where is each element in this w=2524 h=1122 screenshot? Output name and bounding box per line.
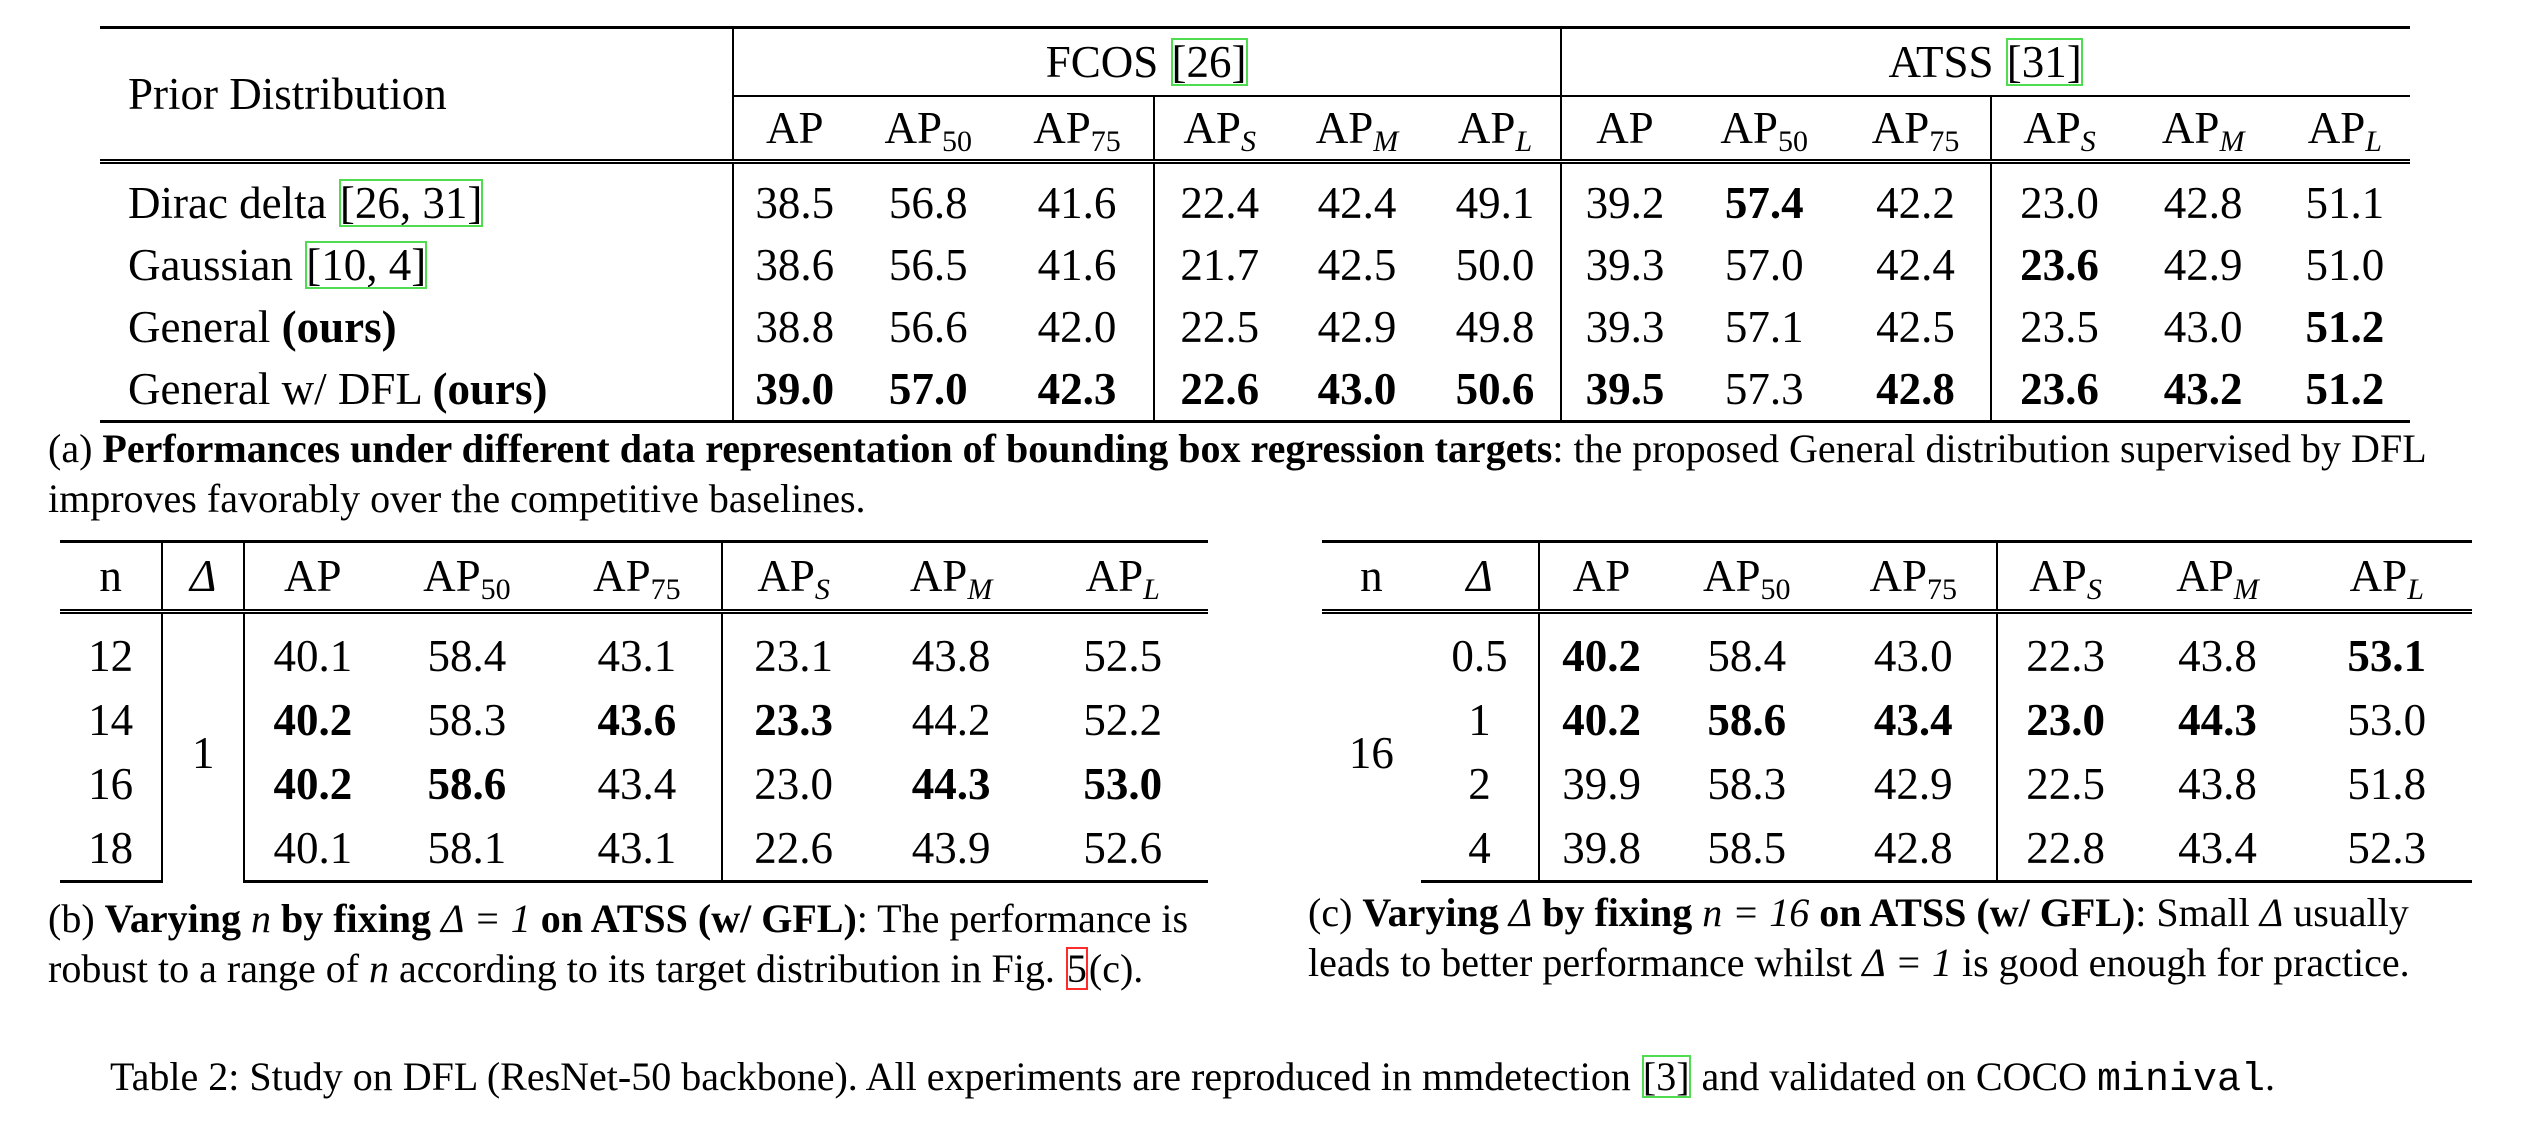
- value-cell: 52.6: [1037, 816, 1208, 882]
- value-cell: 43.6: [553, 688, 721, 752]
- value-cell: 42.4: [1841, 234, 1992, 296]
- value-cell: 58.1: [381, 816, 554, 882]
- delta-value: 1: [162, 612, 244, 882]
- value-cell: 51.1: [2305, 178, 2385, 228]
- metric-ap: AP: [765, 103, 824, 153]
- value-cell: 58.5: [1663, 816, 1831, 882]
- metric-ap75: $AP_{75}$: [1831, 542, 1997, 612]
- value-cell: 38.5: [755, 178, 835, 228]
- value-cell: 44.3: [2178, 695, 2257, 745]
- value-cell: 23.0: [2020, 178, 2099, 228]
- value-cell: 23.1: [754, 631, 833, 681]
- citation-link[interactable]: [3]: [1642, 1054, 1690, 1099]
- metric-aps: $AP_S$: [1183, 103, 1256, 158]
- value-cell: 42.5: [1841, 296, 1992, 358]
- value-cell: 42.4: [1317, 178, 1397, 228]
- metric-apl: $AP_L$: [1430, 96, 1562, 162]
- n-value: 18: [60, 816, 162, 882]
- col-delta: Δ: [1421, 542, 1540, 612]
- row-label: General w/ DFL (ours): [100, 358, 733, 422]
- col-n: n: [1322, 542, 1421, 612]
- value-cell: 21.7: [1180, 240, 1260, 290]
- value-cell: 43.8: [2178, 631, 2257, 681]
- n-value: 16: [60, 752, 162, 816]
- value-cell: 53.0: [1083, 759, 1163, 809]
- value-cell: 40.2: [273, 759, 353, 809]
- value-cell: 39.8: [1539, 816, 1662, 882]
- value-cell: 22.8: [1997, 816, 2134, 882]
- value-cell: 42.9: [1317, 302, 1397, 352]
- table-caption: Table 2: Study on DFL (ResNet-50 backbone). All experiments are reproduced in mmdetection [3] and validated on COCO minival.: [110, 1054, 2276, 1103]
- value-cell: 42.8: [1841, 358, 1992, 422]
- table-row: [1322, 816, 2472, 882]
- value-cell: 40.2: [1562, 631, 1641, 681]
- metric-ap50: $AP_{50}$: [884, 103, 972, 158]
- atss-header: ATSS [31]: [1561, 28, 2410, 97]
- value-cell: 40.2: [273, 695, 353, 745]
- value-cell: 58.6: [427, 759, 507, 809]
- value-cell: 23.5: [2020, 302, 2099, 352]
- value-cell: 42.8: [2163, 178, 2243, 228]
- table-c-header-row: [1322, 542, 2472, 612]
- metric-apm: $AP_M$: [865, 542, 1038, 612]
- value-cell: 58.6: [1707, 695, 1787, 745]
- row-label: Gaussian [10, 4]: [100, 234, 733, 296]
- delta-value: 4: [1421, 816, 1540, 882]
- value-cell: 56.5: [888, 240, 968, 290]
- metric-aps: $AP_S$: [722, 542, 865, 612]
- caption-b: (b) Varying n by fixing Δ = 1 on ATSS (w/ GFL): The performance is robust to a range of n according to its target distribution in Fig. 5(c).: [48, 896, 1189, 991]
- table-b-header-row: [60, 542, 1208, 612]
- value-cell: 52.5: [1083, 631, 1163, 681]
- value-cell: 56.8: [888, 178, 968, 228]
- value-cell: 23.3: [754, 695, 833, 745]
- n-value: 14: [60, 688, 162, 752]
- value-cell: 51.8: [2347, 759, 2427, 809]
- metric-ap75: $AP_{75}$: [1001, 96, 1154, 162]
- value-cell: 41.6: [1001, 234, 1154, 296]
- value-cell: 57.0: [855, 358, 1000, 422]
- metric-ap: AP: [1539, 542, 1662, 612]
- value-cell: 42.9: [1831, 752, 1997, 816]
- value-cell: 51.2: [2305, 302, 2385, 352]
- metric-apm: $AP_M$: [1315, 103, 1399, 158]
- value-cell: 22.5: [2026, 759, 2105, 809]
- metric-apm: $AP_M$: [2161, 103, 2245, 158]
- delta-value: 0.5: [1421, 612, 1540, 689]
- n-value: 12: [60, 612, 162, 689]
- row-label: General (ours): [100, 296, 733, 358]
- value-cell: 56.6: [888, 302, 968, 352]
- value-cell: 50.6: [1430, 358, 1562, 422]
- col-delta: Δ: [162, 542, 244, 612]
- value-cell: 23.6: [1991, 358, 2126, 422]
- value-cell: 53.0: [2347, 695, 2427, 745]
- n-value: 16: [1348, 727, 1394, 778]
- value-cell: 22.4: [1180, 178, 1260, 228]
- caption-c: (c) Varying Δ by fixing n = 16 on ATSS (w/ GFL): Small Δ usually leads to better performance whilst Δ = 1 is good enough for practice.: [1308, 890, 2410, 985]
- metric-ap50: $AP_{50}$: [381, 542, 554, 612]
- delta-value: 1: [1421, 688, 1540, 752]
- value-cell: 43.0: [2163, 302, 2243, 352]
- value-cell: 41.6: [1001, 162, 1154, 235]
- value-cell: 43.8: [911, 631, 991, 681]
- metric-ap75: $AP_{75}$: [553, 542, 721, 612]
- value-cell: 22.3: [2026, 631, 2105, 681]
- metric-apm: $AP_M$: [2133, 542, 2301, 612]
- value-cell: 42.5: [1317, 240, 1397, 290]
- value-cell: 40.1: [244, 816, 380, 882]
- table-row: [1322, 688, 2472, 752]
- table-row: [100, 358, 2410, 422]
- value-cell: 52.2: [1083, 695, 1163, 745]
- value-cell: 38.6: [755, 240, 835, 290]
- row-label: Dirac delta [26, 31]: [100, 162, 733, 235]
- value-cell: 50.0: [1430, 234, 1562, 296]
- value-cell: 51.0: [2305, 240, 2385, 290]
- value-cell: 39.3: [1585, 240, 1665, 290]
- value-cell: 42.2: [1841, 162, 1992, 235]
- value-cell: 43.4: [2133, 816, 2301, 882]
- value-cell: 43.4: [1831, 688, 1997, 752]
- metric-apl: $AP_L$: [2307, 103, 2382, 158]
- value-cell: 57.0: [1724, 240, 1804, 290]
- value-cell: 22.5: [1180, 302, 1260, 352]
- value-cell: 42.3: [1001, 358, 1154, 422]
- value-cell: 43.4: [553, 752, 721, 816]
- value-cell: 23.0: [754, 759, 833, 809]
- value-cell: 52.3: [2302, 816, 2472, 882]
- value-cell: 44.3: [911, 759, 991, 809]
- value-cell: 22.6: [1154, 358, 1284, 422]
- metric-ap50: $AP_{50}$: [1663, 542, 1831, 612]
- value-cell: 39.9: [1562, 759, 1641, 809]
- delta-value: 2: [1421, 752, 1540, 816]
- table-a: [100, 26, 2410, 423]
- value-cell: 40.1: [273, 631, 353, 681]
- metric-aps: $AP_S$: [2023, 103, 2096, 158]
- table-row: [60, 612, 1208, 689]
- value-cell: 51.2: [2280, 358, 2410, 422]
- value-cell: 43.1: [553, 816, 721, 882]
- value-cell: 57.4: [1724, 178, 1804, 228]
- table-b: [60, 540, 1208, 883]
- table-row: [100, 296, 2410, 358]
- caption-a: (a) Performances under different data representation of bounding box regression targets: the proposed General distribution supervised by DFL improves favorably over the competitive baselines.: [48, 426, 2426, 521]
- value-cell: 58.3: [1707, 759, 1787, 809]
- value-cell: 58.4: [427, 631, 507, 681]
- value-cell: 43.1: [553, 612, 721, 689]
- metric-ap: AP: [1596, 103, 1654, 153]
- prior-distribution-header: Prior Distribution: [100, 28, 733, 162]
- value-cell: 23.6: [2020, 240, 2099, 290]
- table-c: [1322, 540, 2472, 883]
- metric-ap: AP: [244, 542, 380, 612]
- metric-apl: $AP_L$: [1037, 542, 1208, 612]
- value-cell: 43.8: [2178, 759, 2257, 809]
- table-row: [100, 234, 2410, 296]
- value-cell: 39.3: [1585, 302, 1665, 352]
- table-row: [100, 162, 2410, 235]
- value-cell: 43.2: [2127, 358, 2280, 422]
- metric-ap75: $AP_{75}$: [1841, 96, 1992, 162]
- value-cell: 39.2: [1585, 178, 1665, 228]
- metric-ap50: $AP_{50}$: [1720, 103, 1808, 158]
- value-cell: 42.0: [1001, 296, 1154, 358]
- value-cell: 22.6: [722, 816, 865, 882]
- fcos-header: FCOS [26]: [733, 28, 1561, 97]
- value-cell: 43.0: [1831, 612, 1997, 689]
- metric-aps: $AP_S$: [1997, 542, 2134, 612]
- value-cell: 58.4: [1707, 631, 1787, 681]
- table-row: [1322, 612, 2472, 689]
- value-cell: 38.8: [755, 302, 835, 352]
- value-cell: 42.8: [1831, 816, 1997, 882]
- value-cell: 23.0: [2026, 695, 2105, 745]
- value-cell: 39.5: [1561, 358, 1687, 422]
- value-cell: 44.2: [911, 695, 991, 745]
- value-cell: 39.0: [733, 358, 856, 422]
- value-cell: 58.3: [427, 695, 507, 745]
- value-cell: 57.1: [1724, 302, 1804, 352]
- value-cell: 40.2: [1562, 695, 1641, 745]
- value-cell: 49.8: [1430, 296, 1562, 358]
- value-cell: 43.0: [1284, 358, 1429, 422]
- value-cell: 49.1: [1430, 162, 1562, 235]
- value-cell: 43.9: [865, 816, 1038, 882]
- col-n: n: [60, 542, 162, 612]
- value-cell: 42.9: [2163, 240, 2243, 290]
- value-cell: 57.3: [1688, 358, 1841, 422]
- value-cell: 53.1: [2347, 631, 2427, 681]
- table-row: [1322, 752, 2472, 816]
- metric-apl: $AP_L$: [2302, 542, 2472, 612]
- figure-link[interactable]: 5: [1066, 946, 1087, 991]
